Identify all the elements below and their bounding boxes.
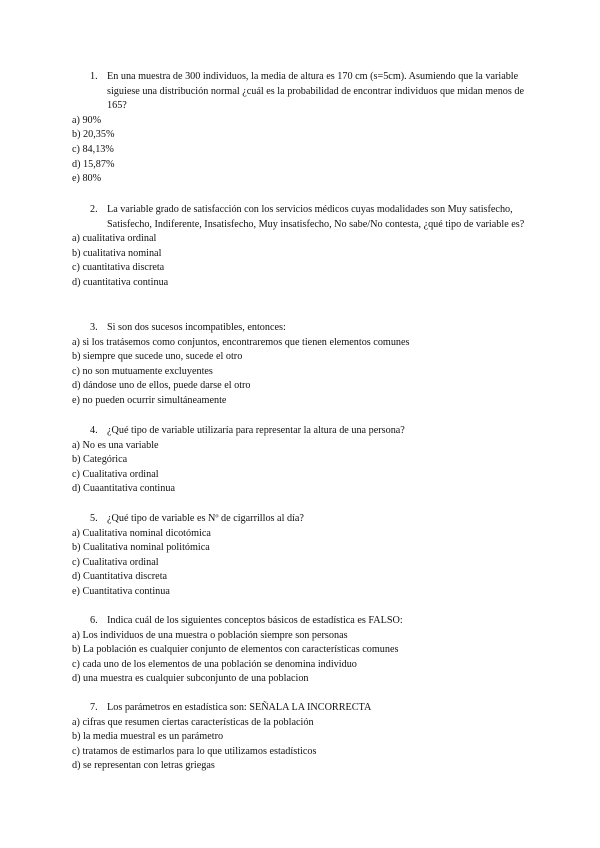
option-e: e) 80%: [72, 173, 102, 185]
question-2: [72, 203, 532, 291]
option-b: b) cualitativa nominal: [72, 247, 162, 259]
question-number: 1.: [90, 71, 98, 82]
question-6: [72, 614, 532, 687]
question-number: 5.: [90, 513, 98, 524]
question-header: [72, 424, 532, 439]
question-header: [72, 70, 532, 114]
question-text: ¿Qué tipo de variable es Nº de cigarrillos al día?: [107, 513, 304, 524]
question-header: [72, 701, 532, 716]
question-text: Los parámetros en estadística son: SEÑALA LA INCORRECTA: [107, 702, 372, 713]
question-header: [72, 512, 532, 527]
option-d: d) Cuantitativa discreta: [72, 571, 168, 583]
option-b: b) Categórica: [72, 454, 128, 466]
option-d: d) se representan con letras griegas: [72, 760, 215, 772]
question-header: [72, 203, 532, 232]
option-c: c) tratamos de estimarlos para lo que utilizamos estadísticos: [72, 745, 317, 757]
option-d: d) Cuaantitativa continua: [72, 483, 175, 495]
option-a: a) cifras que resumen ciertas características de la población: [72, 716, 314, 728]
question-header: [72, 614, 532, 629]
question-text: La variable grado de satisfacción con los servicios médicos cuyas modalidades son Muy satisfecho, Satisfecho, Indiferente, Insatisfecho, Muy insatisfecho, No sabe/No contesta, ¿qué tipo de variable es?: [107, 204, 525, 230]
question-text: ¿Qué tipo de variable utilizaría para representar la altura de una persona?: [107, 425, 405, 436]
option-d: d) una muestra es cualquier subconjunto de una poblacion: [72, 673, 309, 685]
question-number: 7.: [90, 702, 98, 713]
question-4: [72, 424, 532, 497]
question-header: [72, 321, 532, 336]
option-a: a) cualitativa ordinal: [72, 233, 157, 245]
question-5: [72, 512, 532, 600]
option-c: c) cada uno de los elementos de una población se denomina individuo: [72, 658, 357, 670]
option-e: e) Cuantitativa continua: [72, 585, 170, 597]
option-b: b) siempre que sucede uno, sucede el otro: [72, 351, 243, 363]
option-a: a) Cualitativa nominal dicotómica: [72, 527, 211, 539]
option-b: b) 20,35%: [72, 129, 115, 141]
option-c: c) Cualitativa ordinal: [72, 556, 159, 568]
option-d: d) cuantitativa continua: [72, 276, 169, 288]
option-a: a) No es una variable: [72, 439, 159, 451]
question-number: 2.: [90, 204, 98, 215]
option-c: c) Cualitativa ordinal: [72, 468, 159, 480]
option-b: b) La población es cualquier conjunto de elementos con características comunes: [72, 644, 399, 656]
question-3: [72, 321, 532, 409]
option-b: b) Cualitativa nominal politómica: [72, 542, 210, 554]
question-number: 6.: [90, 615, 98, 626]
question-number: 3.: [90, 322, 98, 333]
question-number: 4.: [90, 425, 98, 436]
option-b: b) la media muestral es un parámetro: [72, 731, 224, 743]
option-a: a) Los individuos de una muestra o población siempre son personas: [72, 629, 348, 641]
option-a: a) 90%: [72, 114, 102, 126]
question-1: [72, 70, 532, 187]
option-c: c) 84,13%: [72, 143, 114, 155]
question-text: En una muestra de 300 individuos, la media de altura es 170 cm (s=5cm). Asumiendo que la variable siguiese una distribución normal ¿cuál es la probabilidad de encontrar individuos que midan menos de 165?: [107, 71, 525, 112]
option-c: c) no son mutuamente excluyentes: [72, 365, 213, 377]
option-c: c) cuantitativa discreta: [72, 262, 165, 274]
option-d: d) 15,87%: [72, 158, 115, 170]
question-text: Si son dos sucesos incompatibles, entonces:: [107, 322, 286, 333]
option-d: d) dándose uno de ellos, puede darse el otro: [72, 380, 251, 392]
option-e: e) no pueden ocurrir simultáneamente: [72, 394, 227, 406]
option-a: a) si los tratásemos como conjuntos, encontraremos que tienen elementos comunes: [72, 336, 410, 348]
question-7: [72, 701, 532, 774]
question-text: Indica cuál de los siguientes conceptos básicos de estadística es FALSO:: [107, 615, 403, 626]
